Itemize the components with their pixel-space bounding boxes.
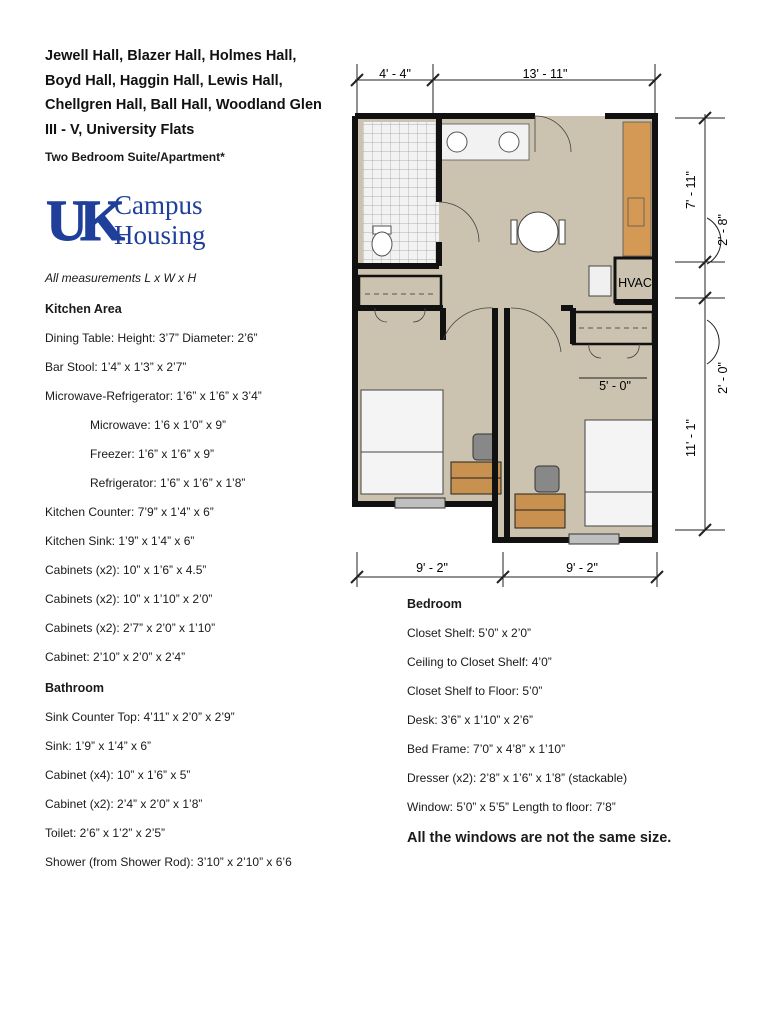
kitchen-item: Kitchen Sink: 1’9” x 1’4” x 6” xyxy=(45,534,195,548)
dim-right-bottom: 11' - 1" xyxy=(684,419,698,457)
hall-list-line: III - V, University Flats xyxy=(45,121,195,138)
window-size-warning: All the windows are not the same size. xyxy=(407,830,672,846)
bedroom-heading: Bedroom xyxy=(407,597,462,611)
dim-right-top: 7' - 11" xyxy=(684,171,698,209)
hall-list-line: Jewell Hall, Blazer Hall, Holmes Hall, xyxy=(45,48,297,64)
measurement-note: All measurements L x W x H xyxy=(45,271,197,285)
hall-list-line: Chellgren Hall, Ball Hall, Woodland Glen xyxy=(45,97,322,113)
kitchen-item: Microwave: 1’6 x 1’0” x 9” xyxy=(90,418,227,432)
bedroom-item: Closet Shelf: 5’0” x 2’0” xyxy=(407,626,532,640)
closet-dimension: 5' - 0" xyxy=(599,379,631,393)
dim-top-right: 13' - 11" xyxy=(522,67,568,81)
dim-top-left: 4' - 4" xyxy=(379,67,411,81)
kitchen-item: Microwave-Refrigerator: 1’6” x 1’6” x 3’4” xyxy=(45,389,262,403)
logo-line-housing: Housing xyxy=(114,220,206,250)
floor-plan xyxy=(345,52,745,592)
sink-icon xyxy=(447,132,467,152)
kitchen-item: Cabinet: 2’10” x 2’0” x 2’4” xyxy=(45,650,186,664)
closet-right xyxy=(573,312,653,344)
bedroom-item: Desk: 3’6” x 1’10” x 2’6” xyxy=(407,713,534,727)
dining-table xyxy=(518,212,558,252)
bathroom-heading: Bathroom xyxy=(45,681,105,695)
dim-right-window2: 2' - 0" xyxy=(716,362,730,394)
kitchen-item: Freezer: 1’6” x 1’6” x 9” xyxy=(90,447,215,461)
bathroom-item: Toilet: 2’6” x 1’2” x 2’5” xyxy=(45,826,166,840)
kitchen-item: Bar Stool: 1’4” x 1’3” x 2’7” xyxy=(45,360,187,374)
logo-line-campus: Campus xyxy=(114,190,203,220)
window-right xyxy=(569,534,619,544)
bathroom-item: Cabinet (x2): 2’4” x 2’0” x 1’8” xyxy=(45,797,203,811)
closet-left xyxy=(359,276,441,308)
kitchen-item: Refrigerator: 1’6” x 1’6” x 1’8” xyxy=(90,476,246,490)
uk-logo-icon: UK xyxy=(46,188,117,253)
dim-bottom-right: 9' - 2" xyxy=(566,561,598,575)
kitchen-item: Cabinets (x2): 2’7” x 2’0” x 1’10” xyxy=(45,621,216,635)
bedroom-item: Dresser (x2): 2’8” x 1’6” x 1’8” (stackable) xyxy=(407,771,628,785)
desk-chair xyxy=(535,466,559,492)
bedroom-item: Window: 5’0” x 5’5” Length to floor: 7’8” xyxy=(407,800,616,814)
bed-left xyxy=(361,390,443,494)
bathroom-item: Sink Counter Top: 4’11” x 2’0” x 2’9” xyxy=(45,710,235,724)
bed-right xyxy=(585,420,653,526)
hall-list xyxy=(45,44,345,142)
suite-type: Two Bedroom Suite/Apartment* xyxy=(45,150,225,164)
sink-icon xyxy=(499,132,519,152)
hall-list-line: Boyd Hall, Haggin Hall, Lewis Hall, xyxy=(45,72,283,89)
microwave-fridge xyxy=(589,266,611,296)
toilet-icon xyxy=(372,232,392,256)
bedroom-item: Closet Shelf to Floor: 5’0” xyxy=(407,684,543,698)
bathroom-item: Shower (from Shower Rod): 3’10” x 2’10” x 6’6 xyxy=(45,855,292,869)
kitchen-counter xyxy=(623,122,651,256)
kitchen-item: Cabinets (x2): 10” x 1’6” x 4.5” xyxy=(45,563,207,577)
window-left xyxy=(395,498,445,508)
bathroom-item: Cabinet (x4): 10” x 1’6” x 5” xyxy=(45,768,191,782)
kitchen-item: Kitchen Counter: 7’9” x 1’4” x 6” xyxy=(45,505,214,519)
dim-bottom-left: 9' - 2" xyxy=(416,561,448,575)
bathroom-item: Sink: 1’9” x 1’4” x 6” xyxy=(45,739,152,753)
kitchen-item: Dining Table: Height: 3’7” Diameter: 2’6” xyxy=(45,331,258,345)
kitchen-item: Cabinets (x2): 10” x 1’10” x 2’0” xyxy=(45,592,213,606)
campus-housing-logo xyxy=(38,180,228,256)
bedroom-item: Ceiling to Closet Shelf: 4’0” xyxy=(407,655,552,669)
dresser-right xyxy=(515,494,565,528)
dim-right-window1: 2' - 8" xyxy=(716,214,730,246)
bedroom-item: Bed Frame: 7’0” x 4’8” x 1’10” xyxy=(407,742,566,756)
kitchen-heading: Kitchen Area xyxy=(45,302,122,316)
hvac-label: HVAC xyxy=(618,276,652,290)
